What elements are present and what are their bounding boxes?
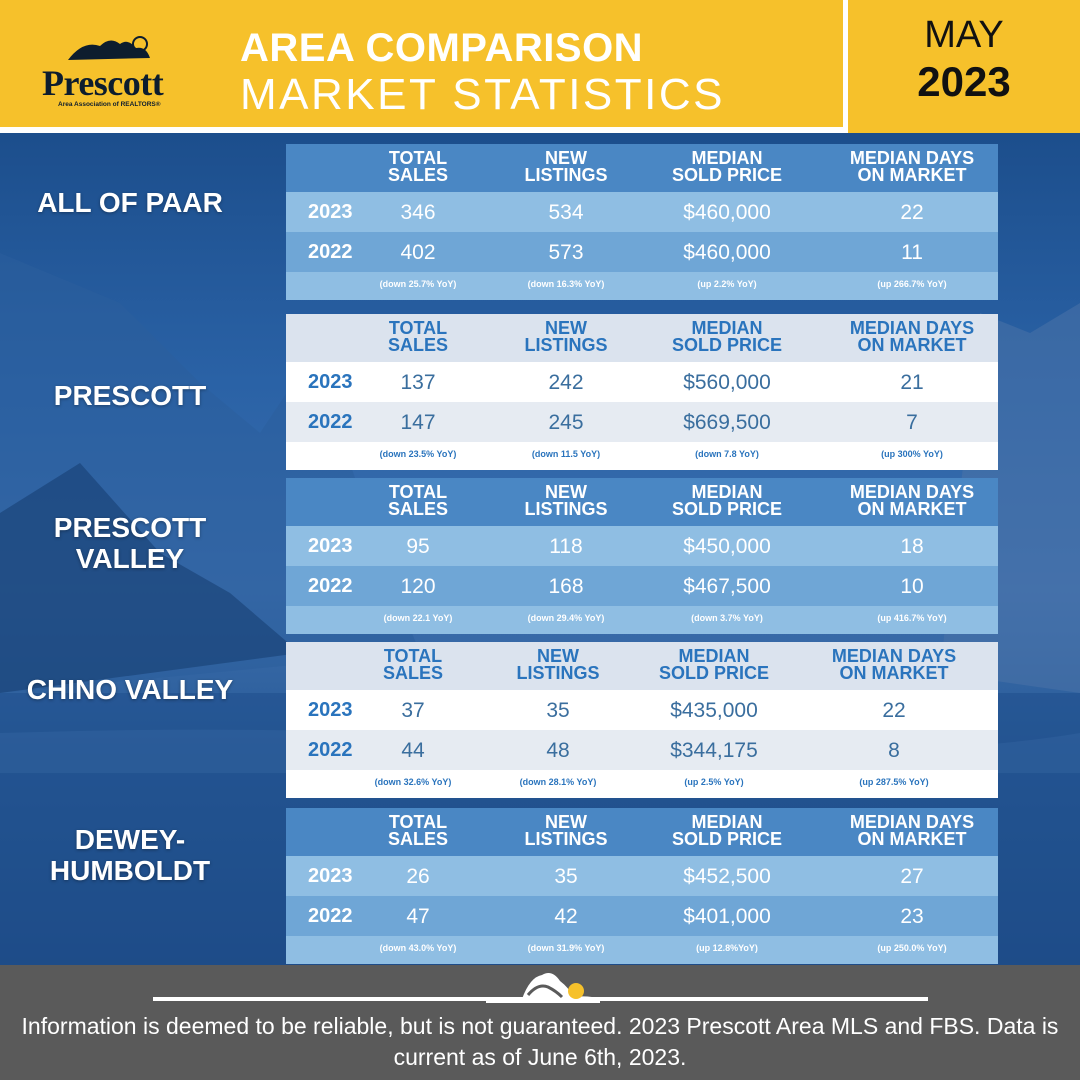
header-banner xyxy=(0,0,1080,133)
logo-wordmark: Prescott xyxy=(42,63,164,103)
header-divider xyxy=(843,0,848,133)
stats-panel-dewey-humboldt xyxy=(286,808,998,964)
yoy-total-sales: (down 32.6% YoY) xyxy=(374,777,452,787)
cell-total-sales: 95 xyxy=(406,535,430,558)
cell-median-days: 11 xyxy=(901,241,923,264)
yoy-total-sales: (down 43.0% YoY) xyxy=(379,943,457,953)
area-label-prescott: PRESCOTT xyxy=(53,380,207,411)
yoy-new-listings: (down 11.5 YoY) xyxy=(531,449,601,459)
yoy-row xyxy=(286,936,998,964)
header-underline xyxy=(0,127,845,133)
cell-median-days: 18 xyxy=(900,535,924,558)
yoy-row xyxy=(286,272,998,300)
row-year: 2022 xyxy=(308,575,353,597)
table-row xyxy=(286,566,998,606)
column-header-new-listings: NEW LISTINGS xyxy=(524,812,608,849)
table-row xyxy=(286,896,998,936)
row-year: 2023 xyxy=(308,201,353,223)
cell-median-sold-price: $452,500 xyxy=(683,865,771,888)
yoy-median-days: (up 266.7% YoY) xyxy=(877,279,947,289)
cell-new-listings: 242 xyxy=(548,371,584,394)
cell-new-listings: 35 xyxy=(546,699,570,722)
row-year: 2022 xyxy=(308,411,353,433)
cell-median-sold-price: $467,500 xyxy=(683,575,771,598)
area-label-chino-valley: CHINO VALLEY xyxy=(26,674,234,705)
cell-new-listings: 48 xyxy=(546,739,570,762)
column-header-median-sold-price: MEDIAN SOLD PRICE xyxy=(658,646,770,683)
column-header-total-sales: TOTAL SALES xyxy=(387,812,449,849)
table-row xyxy=(286,402,998,442)
column-header-median-days: MEDIAN DAYS ON MARKET xyxy=(849,318,975,355)
column-header-new-listings: NEW LISTINGS xyxy=(516,646,600,683)
cell-median-sold-price: $460,000 xyxy=(683,241,771,264)
cell-median-days: 22 xyxy=(900,201,924,224)
panel-header xyxy=(286,478,998,526)
logo-subtitle: Area Association of REALTORS® xyxy=(58,101,161,108)
mountain-emblem-icon xyxy=(478,965,608,1009)
row-year: 2023 xyxy=(308,535,353,557)
table-row xyxy=(286,856,998,896)
column-header-median-days: MEDIAN DAYS ON MARKET xyxy=(849,148,975,185)
column-header-median-sold-price: MEDIAN SOLD PRICE xyxy=(671,812,783,849)
column-header-total-sales: TOTAL SALES xyxy=(387,148,449,185)
yoy-total-sales: (down 25.7% YoY) xyxy=(379,279,457,289)
column-header-total-sales: TOTAL SALES xyxy=(382,646,444,683)
yoy-median-sold-price: (down 7.8 YoY) xyxy=(695,449,759,459)
panel-header xyxy=(286,144,998,192)
row-year: 2023 xyxy=(308,371,353,393)
cell-median-days: 8 xyxy=(888,739,900,762)
yoy-median-days: (up 250.0% YoY) xyxy=(877,943,947,953)
cell-new-listings: 573 xyxy=(548,241,584,264)
yoy-median-days: (up 416.7% YoY) xyxy=(877,613,947,623)
yoy-new-listings: (down 31.9% YoY) xyxy=(527,943,605,953)
prescott-logo xyxy=(28,38,188,110)
cell-new-listings: 35 xyxy=(554,865,578,888)
row-year: 2023 xyxy=(308,865,353,887)
table-row xyxy=(286,730,998,770)
yoy-new-listings: (down 29.4% YoY) xyxy=(527,613,605,623)
cell-median-sold-price: $560,000 xyxy=(683,371,771,394)
cell-total-sales: 402 xyxy=(400,241,436,264)
cell-new-listings: 42 xyxy=(554,905,578,928)
cell-median-sold-price: $401,000 xyxy=(683,905,771,928)
stats-panel-chino-valley xyxy=(286,642,998,798)
footer xyxy=(0,965,1080,1080)
cell-new-listings: 168 xyxy=(548,575,584,598)
cell-total-sales: 47 xyxy=(406,905,430,928)
table-row xyxy=(286,192,998,232)
cell-new-listings: 118 xyxy=(549,535,583,558)
column-header-median-days: MEDIAN DAYS ON MARKET xyxy=(849,482,975,519)
yoy-total-sales: (down 23.5% YoY) xyxy=(379,449,457,459)
table-row xyxy=(286,526,998,566)
column-header-new-listings: NEW LISTINGS xyxy=(524,318,608,355)
area-label-dewey-humboldt: DEWEY-HUMBOLDT xyxy=(49,824,211,886)
column-header-median-sold-price: MEDIAN SOLD PRICE xyxy=(671,482,783,519)
yoy-new-listings: (down 28.1% YoY) xyxy=(519,777,597,787)
cell-total-sales: 120 xyxy=(400,575,436,598)
stats-panel-prescott xyxy=(286,314,998,470)
yoy-median-sold-price: (up 2.5% YoY) xyxy=(684,777,744,787)
cell-total-sales: 137 xyxy=(400,371,436,394)
cell-total-sales: 147 xyxy=(400,411,436,434)
page-title: AREA COMPARISON xyxy=(240,26,644,70)
column-header-total-sales: TOTAL SALES xyxy=(387,318,449,355)
yoy-total-sales: (down 22.1 YoY) xyxy=(383,613,453,623)
panel-header xyxy=(286,642,998,690)
row-year: 2022 xyxy=(308,241,353,263)
stats-panel-prescott-valley xyxy=(286,478,998,634)
panel-header xyxy=(286,808,998,856)
column-header-median-sold-price: MEDIAN SOLD PRICE xyxy=(671,148,783,185)
page-subtitle: MARKET STATISTICS xyxy=(240,70,725,119)
yoy-row xyxy=(286,770,998,798)
area-label-all-of-paar: ALL OF PAAR xyxy=(37,187,223,218)
yoy-median-days: (up 287.5% YoY) xyxy=(859,777,929,787)
cell-total-sales: 346 xyxy=(400,201,436,224)
cell-total-sales: 44 xyxy=(401,739,425,762)
area-label-prescott-valley: PRESCOTT VALLEY xyxy=(53,512,207,574)
column-header-median-days: MEDIAN DAYS ON MARKET xyxy=(849,812,975,849)
cell-median-sold-price: $460,000 xyxy=(683,201,771,224)
yoy-row xyxy=(286,442,998,470)
row-year: 2022 xyxy=(308,739,353,761)
cell-median-sold-price: $669,500 xyxy=(683,411,771,434)
cell-median-sold-price: $435,000 xyxy=(670,699,758,722)
yoy-row xyxy=(286,606,998,634)
column-header-new-listings: NEW LISTINGS xyxy=(524,148,608,185)
panel-header xyxy=(286,314,998,362)
report-month: MAY xyxy=(924,14,1004,56)
cell-median-days: 21 xyxy=(900,371,924,394)
cell-new-listings: 245 xyxy=(548,411,584,434)
stats-panel-all-of-paar xyxy=(286,144,998,300)
column-header-total-sales: TOTAL SALES xyxy=(387,482,449,519)
cell-median-sold-price: $344,175 xyxy=(670,739,758,762)
yoy-median-sold-price: (down 3.7% YoY) xyxy=(691,613,763,623)
yoy-new-listings: (down 16.3% YoY) xyxy=(527,279,605,289)
disclaimer-text: Information is deemed to be reliable, but is not guaranteed. 2023 Prescott Area MLS and FBS. Data is current as of June 6th, 2023. xyxy=(21,1013,1059,1070)
row-year: 2023 xyxy=(308,699,353,721)
cell-total-sales: 26 xyxy=(406,865,430,888)
table-row xyxy=(286,362,998,402)
yoy-median-days: (up 300% YoY) xyxy=(881,449,943,459)
cell-median-days: 27 xyxy=(900,865,924,888)
column-header-median-sold-price: MEDIAN SOLD PRICE xyxy=(671,318,783,355)
yoy-median-sold-price: (up 2.2% YoY) xyxy=(697,279,757,289)
cell-median-days: 23 xyxy=(900,905,924,928)
report-year: 2023 xyxy=(917,58,1011,105)
cell-median-days: 10 xyxy=(900,575,924,598)
cell-total-sales: 37 xyxy=(401,699,425,722)
cell-new-listings: 534 xyxy=(548,201,584,224)
row-year: 2022 xyxy=(308,905,353,927)
cell-median-days: 22 xyxy=(882,699,906,722)
table-row xyxy=(286,232,998,272)
cell-median-days: 7 xyxy=(906,411,918,434)
column-header-median-days: MEDIAN DAYS ON MARKET xyxy=(831,646,957,683)
table-row xyxy=(286,690,998,730)
cell-median-sold-price: $450,000 xyxy=(683,535,771,558)
column-header-new-listings: NEW LISTINGS xyxy=(524,482,608,519)
yoy-median-sold-price: (up 12.8%YoY) xyxy=(696,943,758,953)
